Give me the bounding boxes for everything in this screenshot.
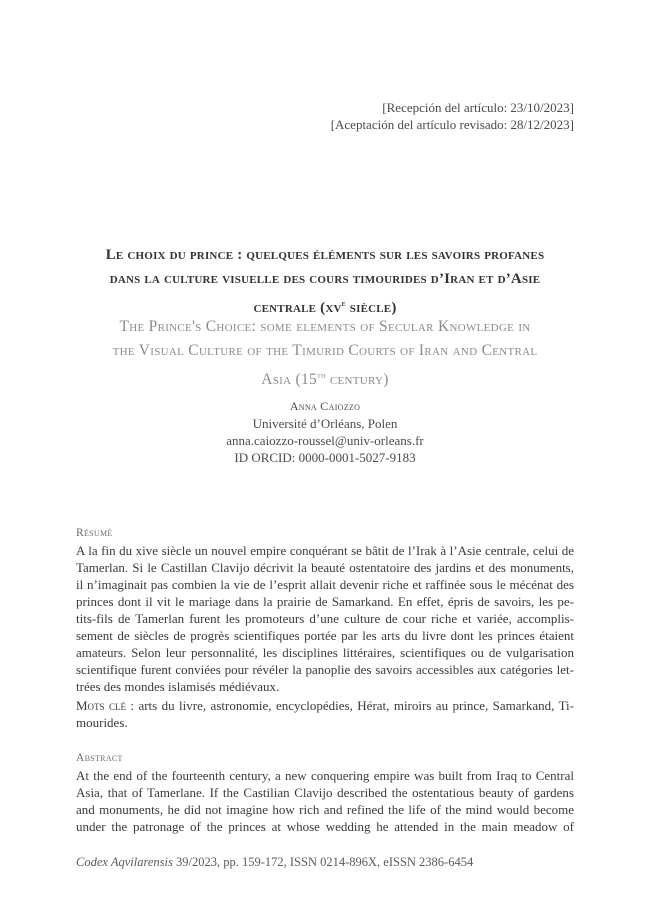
text-line: and monuments, he did not imagine how rich and refined the life of the mind would become (76, 802, 574, 817)
keywords-text: : arts du livre, astronomie, encyclopédies, Hérat, miroirs au prince, Samarkand, Ti- (125, 698, 574, 713)
author-name: Anna Caiozzo (289, 399, 361, 413)
abstract-paragraph (76, 767, 574, 835)
author-email: anna.caiozzo-roussel@univ-orleans.fr (226, 433, 424, 448)
text-line: tits-fils de Tamerlan furent les promoteurs d’une culture de cour riche et variée, accomplis- (76, 611, 574, 626)
keywords-label: Mots clé (76, 698, 126, 713)
received-date: [Recepción del artículo: 23/10/2023] (382, 100, 574, 115)
text-line: A la fin du xive siècle un nouvel empire conquérant se bâtit de l’Irak à l’Asie centrale, celui de (76, 543, 574, 558)
title-english-line: The Prince's Choice: some elements of Secular Knowledge in (119, 318, 531, 335)
title-english-line: the Visual Culture of the Timurid Courts of Iran and Central (112, 342, 538, 359)
footer-citation (76, 855, 473, 870)
title-english (76, 315, 574, 392)
text-line: princes dont il vit le mariage dans la prairie de Samarkand. En effet, épris de savoirs, les pe- (76, 594, 574, 609)
author-block (76, 398, 574, 466)
resume-paragraph (76, 542, 574, 695)
text-line: amateurs. Selon leur personnalité, les disciplines littéraires, scientifiques ou de vulgarisation (76, 645, 574, 660)
text-line: il n’imaginait pas combien la vie de l’esprit allait devenir riche et raffinée sous le mécénat des (76, 577, 574, 592)
title-french-line: centrale ($xv^e$ siècle) (253, 298, 397, 316)
accepted-date: [Aceptación del artículo revisado: 28/12/2023] (330, 117, 574, 132)
title-french-line: dans la culture visuelle des cours timourides d’Iran et d’Asie (109, 271, 541, 287)
text-line: trées des mondes islamisés médiévaux. (76, 679, 280, 694)
text-line: Asia, that of Tamerlane. If the Castilian Clavijo described the ostentatious beauty of gardens (76, 785, 574, 800)
title-french (76, 243, 574, 320)
text-line: under the patronage of the princes at whose wedding he attended in the main meadow of (76, 819, 574, 834)
keywords-text-cont: mourides. (76, 715, 128, 730)
keywords (76, 697, 574, 731)
text-line: sement de siècles de progrès scientifiques portée par les arts du livre dont les princes étaient (76, 628, 574, 643)
text-line: Tamerlan. Si le Castillan Clavijo décrivit la beauté ostentatoire des jardins et des monuments, (76, 560, 574, 575)
reception-dates (331, 99, 574, 133)
text-line: scientifique furent conviées pour révéler la panoplie des savoirs accessibles aux catégories let- (76, 662, 574, 677)
resume-heading: Résumé (76, 527, 113, 539)
text-line: At the end of the fourteenth century, a new conquering empire was built from Iraq to Central (76, 768, 574, 783)
citation-details: 39/2023, pp. 159-172, ISSN 0214-896X, eISSN 2386-6454 (172, 855, 474, 869)
author-affiliation: Université d’Orléans, Polen (252, 416, 398, 431)
title-french-line: Le choix du prince : quelques éléments sur les savoirs profanes (105, 247, 545, 263)
author-orcid: ID ORCID: 0000-0001-5027-9183 (234, 450, 416, 465)
journal-name: Codex Aqvilarensis (76, 855, 173, 869)
abstract-heading: Abstract (76, 752, 123, 764)
title-english-line: Asia (15th century) (261, 370, 389, 389)
